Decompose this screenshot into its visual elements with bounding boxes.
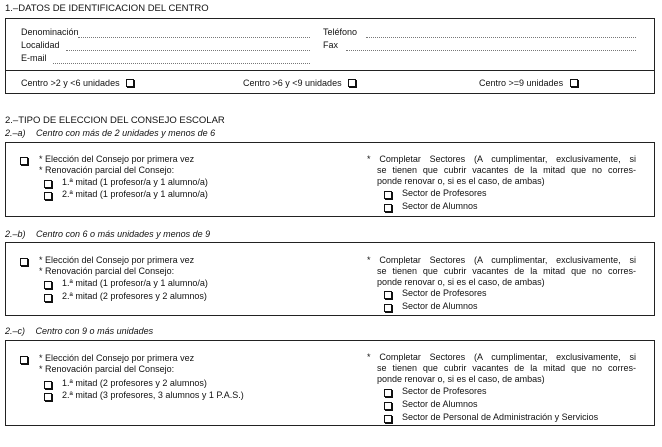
sector-staff-checkbox[interactable]	[384, 415, 392, 423]
checkbox-icon[interactable]	[570, 79, 578, 87]
complete-sectors-line-3: ponde renovar o, si es el caso, de ambas)	[377, 277, 545, 287]
half-1-label: 1.ª mitad (1 profesor/a y 1 alumno/a)	[62, 278, 208, 288]
fax-field[interactable]	[346, 50, 636, 51]
partial-renewal-label: * Renovación parcial del Consejo:	[39, 266, 175, 276]
half-2-checkbox[interactable]	[44, 192, 52, 200]
complete-sectors-line-2: se tienen que cubrir vacantes de la mitad que no corres-	[377, 266, 636, 276]
block-a-box	[5, 142, 655, 217]
half-2-checkbox[interactable]	[44, 294, 52, 302]
localidad-label: Localidad	[21, 40, 60, 50]
sector-teachers-checkbox[interactable]	[384, 389, 392, 397]
block-b-heading	[5, 229, 210, 239]
sector-students-label: Sector de Alumnos	[402, 201, 478, 211]
block-subtitle: Centro con más de 2 unidades y menos de 6	[36, 128, 216, 138]
partial-renewal-label: * Renovación parcial del Consejo:	[39, 364, 175, 374]
option-label: Centro >=9 unidades	[479, 78, 564, 88]
option-small-center[interactable]	[21, 78, 134, 88]
complete-sectors-line-1: * Completar Sectores (A cumplimentar, exclusivamente, si	[367, 255, 636, 265]
first-election-checkbox[interactable]	[20, 258, 28, 266]
half-1-label: 1.ª mitad (2 profesores y 2 alumnos)	[62, 378, 207, 388]
checkbox-icon[interactable]	[348, 79, 356, 87]
option-medium-center[interactable]	[243, 78, 356, 88]
option-label: Centro >2 y <6 unidades	[21, 78, 120, 88]
telefono-label: Teléfono	[323, 27, 358, 37]
first-election-checkbox[interactable]	[20, 157, 28, 165]
localidad-field[interactable]	[66, 50, 310, 51]
complete-sectors-line-3: ponde renovar o, si es el caso, de ambas)	[377, 374, 545, 384]
half-2-checkbox[interactable]	[44, 393, 52, 401]
sector-teachers-label: Sector de Profesores	[402, 386, 487, 396]
block-number: 2.–a)	[5, 128, 26, 138]
denominacion-label: Denominación	[21, 27, 79, 37]
half-1-checkbox[interactable]	[44, 281, 52, 289]
block-b-box	[5, 242, 655, 316]
identification-box	[5, 18, 655, 94]
first-election-label: * Elección del Consejo por primera vez	[39, 255, 195, 265]
sector-teachers-label: Sector de Profesores	[402, 288, 487, 298]
email-label: E-mail	[21, 53, 47, 63]
block-a-heading	[5, 128, 215, 138]
block-subtitle: Centro con 6 o más unidades y menos de 9	[36, 229, 211, 239]
half-2-label: 2.ª mitad (1 profesor/a y 1 alumno/a)	[62, 189, 208, 199]
block-subtitle: Centro con 9 o más unidades	[35, 326, 154, 336]
option-label: Centro >6 y <9 unidades	[243, 78, 342, 88]
half-1-label: 1.ª mitad (1 profesor/a y 1 alumno/a)	[62, 177, 208, 187]
sector-students-checkbox[interactable]	[384, 204, 392, 212]
first-election-label: * Elección del Consejo por primera vez	[39, 154, 195, 164]
sector-students-label: Sector de Alumnos	[402, 301, 478, 311]
half-1-checkbox[interactable]	[44, 180, 52, 188]
first-election-checkbox[interactable]	[20, 356, 28, 364]
first-election-label: * Elección del Consejo por primera vez	[39, 353, 195, 363]
option-large-center[interactable]	[479, 78, 578, 88]
complete-sectors-line-2: se tienen que cubrir vacantes de la mitad que no corres-	[377, 363, 636, 373]
complete-sectors-line-1: * Completar Sectores (A cumplimentar, exclusivamente, si	[367, 352, 636, 362]
block-number: 2.–b)	[5, 229, 26, 239]
block-c-box	[5, 340, 655, 426]
half-2-label: 2.ª mitad (2 profesores y 2 alumnos)	[62, 291, 207, 301]
complete-sectors-line-2: se tienen que cubrir vacantes de la mitad que no corres-	[377, 165, 636, 175]
fax-label: Fax	[323, 40, 339, 50]
complete-sectors-line-1: * Completar Sectores (A cumplimentar, exclusivamente, si	[367, 154, 636, 164]
email-field[interactable]	[53, 63, 310, 64]
sector-students-label: Sector de Alumnos	[402, 399, 478, 409]
denominacion-field[interactable]	[78, 37, 310, 38]
sector-teachers-checkbox[interactable]	[384, 191, 392, 199]
block-c-heading	[5, 326, 153, 336]
block-number: 2.–c)	[5, 326, 26, 336]
sector-students-checkbox[interactable]	[384, 304, 392, 312]
sector-teachers-label: Sector de Profesores	[402, 188, 487, 198]
half-1-checkbox[interactable]	[44, 381, 52, 389]
complete-sectors-line-3: ponde renovar o, si es el caso, de ambas)	[377, 176, 545, 186]
sector-students-checkbox[interactable]	[384, 402, 392, 410]
sector-teachers-checkbox[interactable]	[384, 291, 392, 299]
telefono-field[interactable]	[366, 37, 636, 38]
checkbox-icon[interactable]	[126, 79, 134, 87]
half-2-label: 2.ª mitad (3 profesores, 3 alumnos y 1 P.A.S.)	[62, 390, 244, 400]
divider	[6, 70, 654, 71]
partial-renewal-label: * Renovación parcial del Consejo:	[39, 165, 175, 175]
section1-title: 1.–DATOS DE IDENTIFICACION DEL CENTRO	[5, 3, 209, 14]
sector-staff-label: Sector de Personal de Administración y Servicios	[402, 412, 599, 422]
section2-title: 2.–TIPO DE ELECCION DEL CONSEJO ESCOLAR	[5, 115, 225, 126]
